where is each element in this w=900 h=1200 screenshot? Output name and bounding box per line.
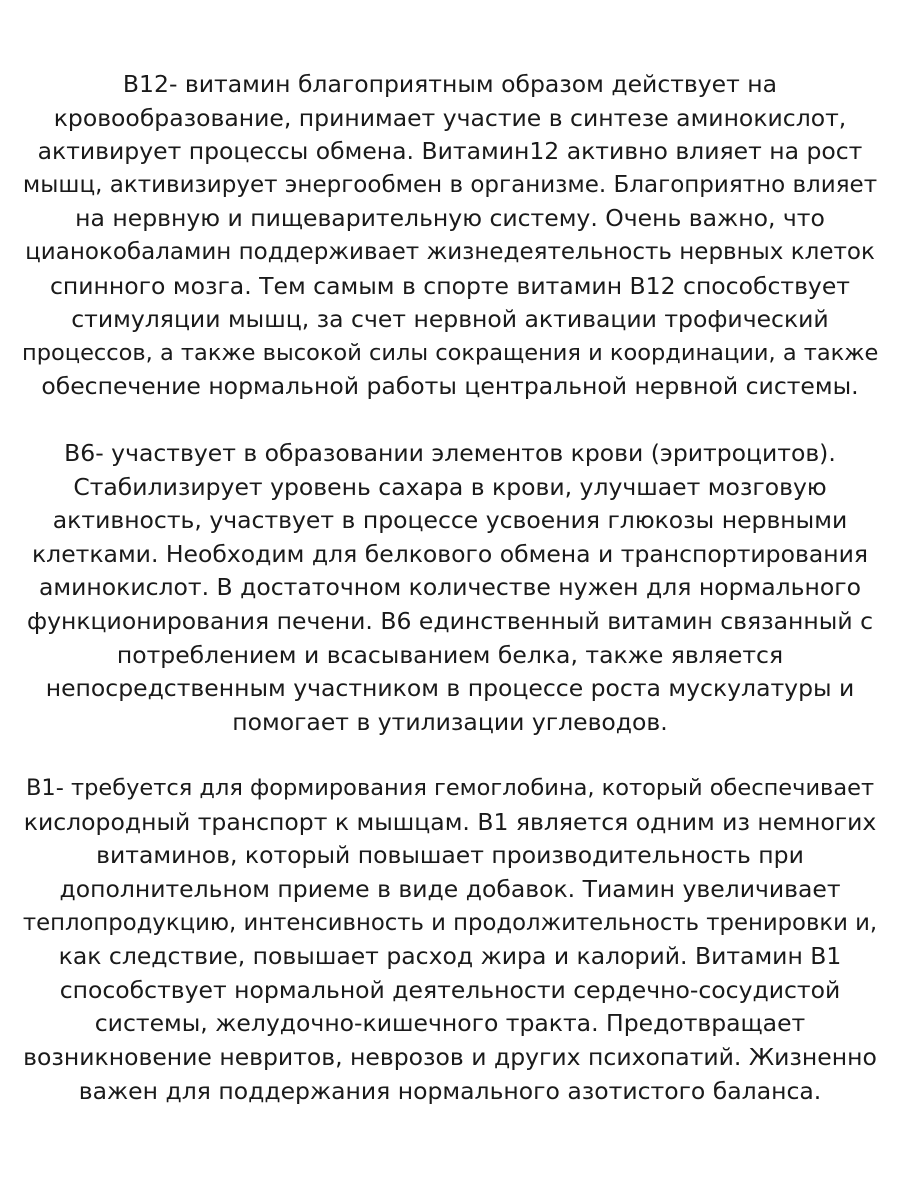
text-line: мышц, активизирует энергообмен в организме. Благоприятно влияет (22, 171, 878, 198)
text-line: спинного мозга. Тем самым в спорте витамин B12 способствует (50, 271, 850, 300)
text-line: помогает в утилизации углеводов. (232, 707, 668, 736)
text-line: активность, участвует в процессе усвоения глюкозы нервными (52, 506, 848, 535)
text-line: B1- требуется для формирования гемоглобина, который обеспечивает (25, 775, 875, 802)
text-line: способствует нормальной деятельности сердечно-сосудистой (59, 975, 841, 1004)
text-line: потреблением и всасыванием белка, также является (116, 640, 784, 669)
text-line: кислородный транспорт к мышцам. B1 является одним из немногих (23, 807, 877, 836)
text-line: дополнительном приеме в виде добавок. Тиамин увеличивает (59, 875, 841, 904)
text-line: как следствие, повышает расход жира и калорий. Витамин В1 (58, 942, 842, 971)
text-line: B6- участвует в образовании элементов крови (эритроцитов). (64, 438, 836, 467)
paragraph-vitamin-b12 (22, 68, 878, 404)
text-line: B12- витамин благоприятным образом действует на (122, 70, 778, 98)
text-line: стимуляции мышц, за счет нервной активации трофический (71, 305, 829, 334)
text-line: теплопродукцию, интенсивность и продолжительность тренировки и, (22, 909, 878, 936)
document-page (0, 68, 900, 1141)
text-line: Стабилизирует уровень сахара в крови, улучшает мозговую (73, 472, 827, 501)
text-line: обеспечение нормальной работы центральной нервной системы. (41, 372, 859, 401)
paragraph-vitamin-b6 (22, 437, 878, 739)
text-line: аминокислот. В достаточном количестве нужен для нормального (38, 573, 861, 602)
paragraph-vitamin-b1 (22, 772, 878, 1108)
text-line: системы, желудочно-кишечного тракта. Предотвращает (94, 1009, 806, 1038)
text-line: активирует процессы обмена. Витамин12 активно влияет на рост (37, 137, 863, 166)
text-line: функционирования печени. В6 единственный витамин связанный с (27, 606, 873, 635)
text-line: кровообразование, принимает участие в синтезе аминокислот, (53, 103, 847, 132)
text-line: цианокобаламин поддерживает жизнедеятельность нервных клеток (25, 238, 875, 265)
text-line: витаминов, который повышает производительность при (96, 841, 804, 870)
text-line: процессов, а также высокой силы сокращения и координации, а также (22, 339, 879, 366)
text-line: важен для поддержания нормального азотистого баланса. (78, 1076, 822, 1105)
text-line: на нервную и пищеварительную систему. Очень важно, что (75, 204, 825, 233)
text-line: клетками. Необходим для белкового обмена и транспортирования (31, 539, 868, 568)
text-line: непосредственным участником в процессе роста мускулатуры и (45, 674, 855, 703)
text-line: возникновение невритов, неврозов и других психопатий. Жизненно (23, 1043, 877, 1072)
